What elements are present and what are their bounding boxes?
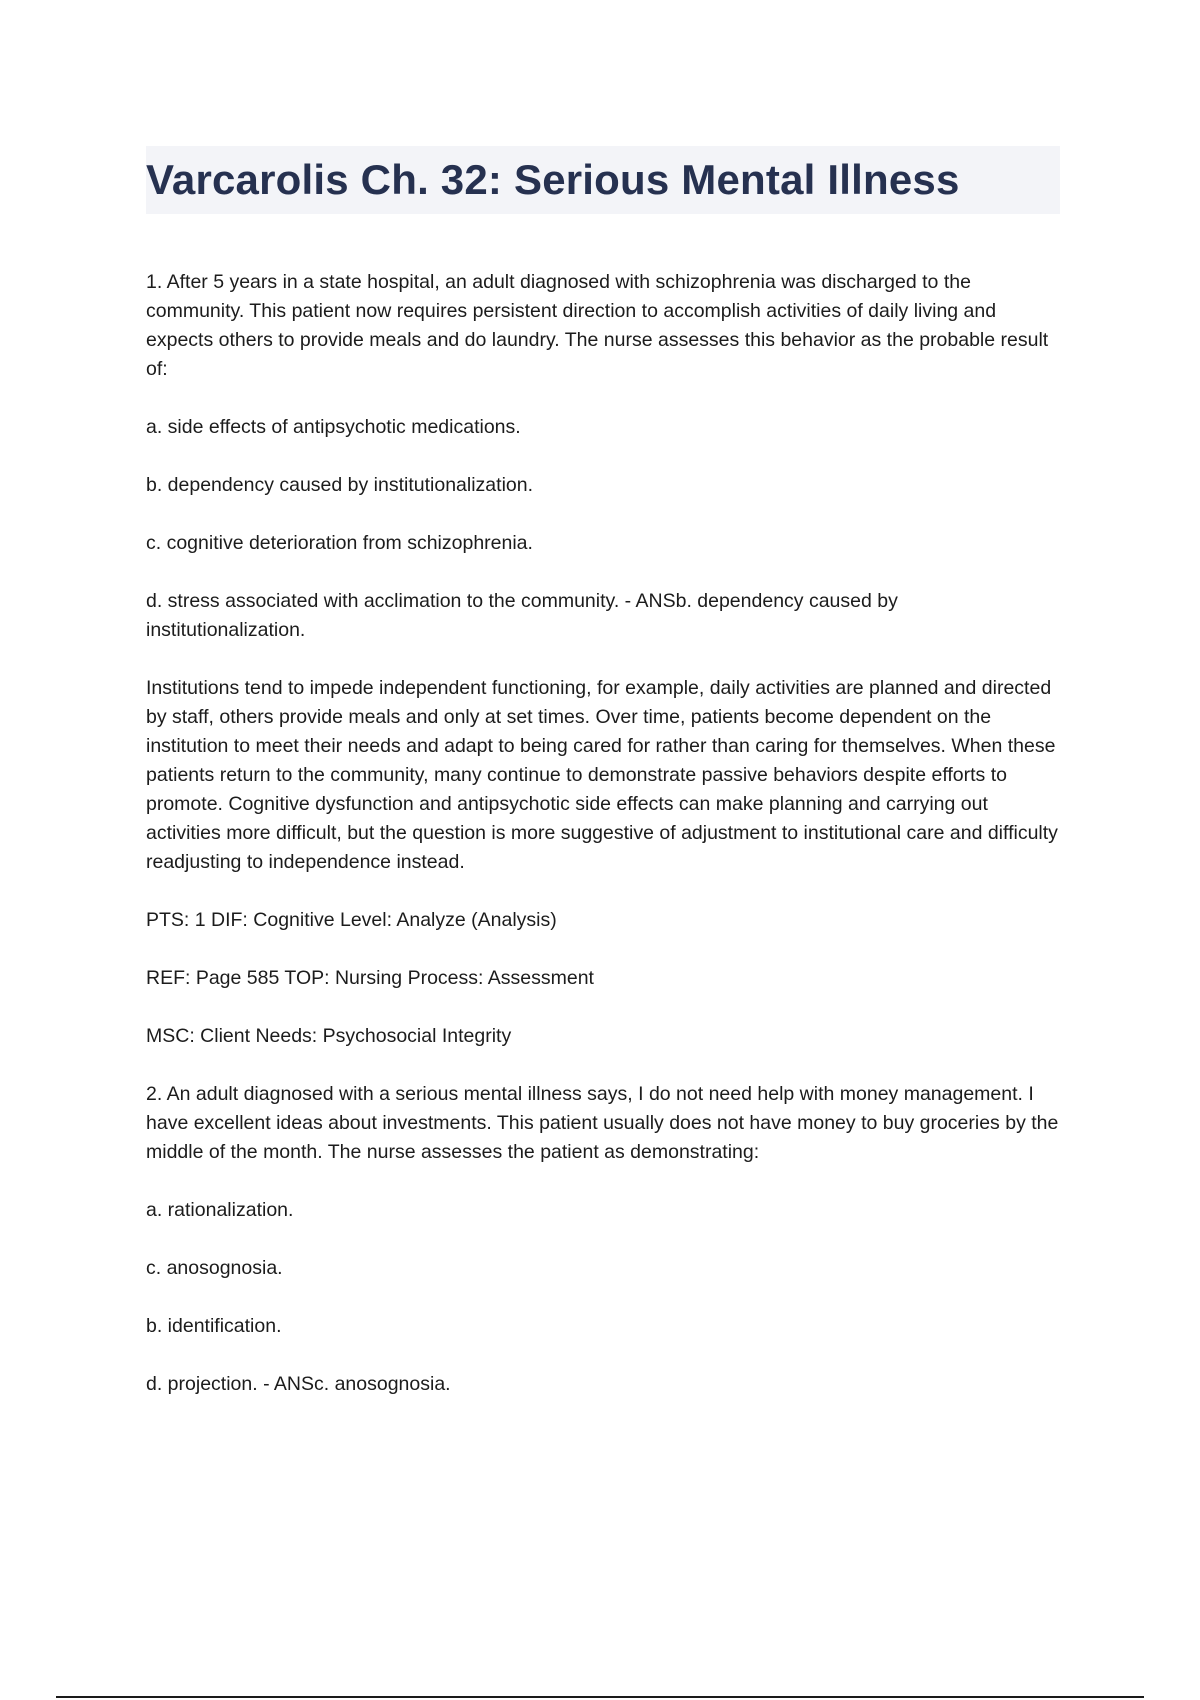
question-1-rationale: Institutions tend to impede independent functioning, for example, daily activities are planned and directed by staff, others provide meals and only at set times. Over time, patients become dependent on the institution to meet their needs and adapt to being cared for rather than caring for themselves. When these patients return to the community, many continue to demonstrate passive behaviors despite efforts to promote. Cognitive dysfunction and antipsychotic side effects can make planning and carrying out activities more difficult, but the question is more suggestive of adjustment to institutional care and difficulty readjusting to independence instead. [146,677,1058,873]
question-1-option-d-answer: d. stress associated with acclimation to the community. - ANSb. dependency caused by institutionalization. [146,590,898,641]
document-title: Varcarolis Ch. 32: Serious Mental Illness [146,156,960,203]
question-1-pts: PTS: 1 DIF: Cognitive Level: Analyze (Analysis) [146,909,557,931]
question-1-option-b: b. dependency caused by institutionalization. [146,474,534,496]
question-2-stem: 2. An adult diagnosed with a serious mental illness says, I do not need help with money management. I have excellent ideas about investments. This patient usually does not have money to buy groceries by the middle of the month. The nurse assesses the patient as demonstrating: [146,1083,1059,1163]
question-1-option-a: a. side effects of antipsychotic medications. [146,416,521,438]
document-page [146,146,1060,1428]
title-band [146,146,1060,214]
question-1-option-c: c. cognitive deterioration from schizophrenia. [146,532,533,554]
question-2-option-b: b. identification. [146,1315,282,1337]
question-1-msc: MSC: Client Needs: Psychosocial Integrity [146,1025,512,1047]
question-2-option-c: c. anosognosia. [146,1257,283,1279]
page-bottom-rule [56,1696,1144,1698]
question-2-option-a: a. rationalization. [146,1199,294,1221]
question-2-option-d-answer: d. projection. - ANSc. anosognosia. [146,1373,451,1395]
document-body [146,268,1060,1399]
question-1-ref: REF: Page 585 TOP: Nursing Process: Assessment [146,967,594,989]
question-1-stem: 1. After 5 years in a state hospital, an adult diagnosed with schizophrenia was discharged to the community. This patient now requires persistent direction to accomplish activities of daily living and expects others to provide meals and do laundry. The nurse assesses this behavior as the probable result of: [146,271,1049,380]
